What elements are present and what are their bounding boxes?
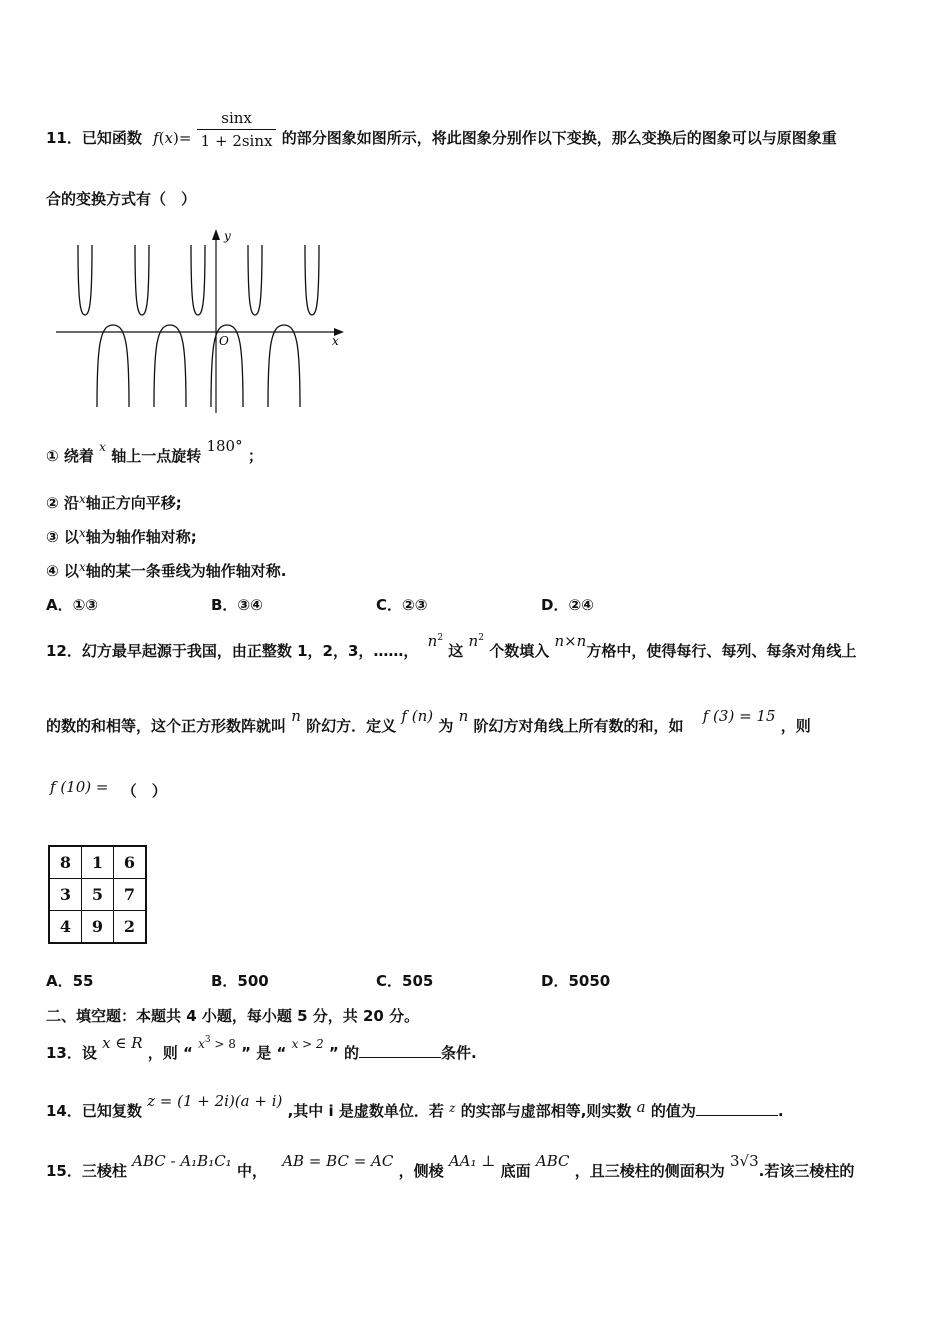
- q11-text-a: 的部分图象如图所示，将此图象分别作以下变换，那么变换后的图象可以与原图象重: [281, 129, 837, 147]
- q11-f-arg: x: [164, 129, 173, 147]
- q13-x3: x: [198, 1037, 205, 1051]
- q12-n1: n: [291, 707, 301, 725]
- q12-f3: f (3) = 15: [702, 707, 776, 725]
- q11-frac-num: sinx: [197, 109, 277, 130]
- magic-cell: 6: [114, 846, 147, 879]
- q11-opt1-deg: 180°: [206, 437, 243, 455]
- magic-cell: 5: [82, 879, 114, 911]
- q11-opt4-a: ④ 以: [46, 562, 79, 580]
- upper-branch-2: [135, 245, 149, 315]
- q12-choice-c[interactable]: C．505: [376, 972, 434, 990]
- q15-area: 3√3: [729, 1152, 759, 1170]
- q15-abc: ABC: [535, 1152, 570, 1170]
- q15-eq: AB = BC = AC: [282, 1152, 394, 1170]
- q11-frac-den: 1 + 2sinx: [200, 132, 273, 150]
- q11-opt4-x: x: [78, 560, 86, 574]
- q14-a: a: [636, 1098, 646, 1116]
- q13-t3: ” 的: [328, 1044, 359, 1062]
- q12-line2-a: 的数的和相等，这个正方形数阵就叫: [46, 717, 287, 735]
- q15-aa1: AA₁ ⊥: [448, 1152, 496, 1170]
- q12-text-num: 12．幻方最早起源于我国，由正整数 1，2，3，……，: [46, 642, 419, 660]
- q12-text-zhe: 这: [448, 642, 464, 660]
- q11-line1: 11．已知函数 f(x)= $\frac{\sin x}{1 + 2\sin x}$ 的部分图象如图所示，将此图象分别作以下变换，那么变换后的图象可以与原图象重: [46, 109, 837, 150]
- q12-line1: [46, 632, 857, 661]
- q11-f-symbol: f: [153, 129, 159, 147]
- q11-opt4-b: 轴的某一条垂线为轴作轴对称.: [85, 562, 287, 580]
- magic-cell: 4: [49, 911, 82, 944]
- q13-t2: ” 是 “: [241, 1044, 287, 1062]
- q13-x2: x > 2: [291, 1037, 324, 1051]
- y-axis-arrow: [212, 229, 220, 240]
- q12-fn: f (n): [401, 707, 434, 725]
- magic-square: [48, 845, 147, 944]
- q13-t4: 条件.: [440, 1044, 477, 1062]
- q11-choice-d[interactable]: D．②④: [541, 596, 594, 614]
- origin-label: O: [219, 334, 229, 348]
- q11-opt2-b: 轴正方向平移;: [85, 494, 182, 512]
- q12-line3: [50, 780, 167, 801]
- q13-cube: 3: [204, 1035, 211, 1045]
- magic-cell: 1: [82, 846, 114, 879]
- upper-branch-1: [78, 245, 92, 315]
- q12-n2a: n: [427, 632, 438, 650]
- magic-cell: 8: [49, 846, 82, 879]
- q13-num: 13．设: [46, 1044, 97, 1062]
- q12-n2b: n: [468, 632, 479, 650]
- q11-number: 11．已知函数: [46, 129, 142, 147]
- q12-line2-c: 为: [438, 717, 454, 735]
- magic-cell: 7: [114, 879, 147, 911]
- upper-branch-5: [305, 245, 319, 315]
- q11-option-4: [46, 560, 286, 581]
- q14-z-expr: z = (1 + 2i)(a + i): [147, 1092, 283, 1110]
- lower-branch-4: [268, 325, 300, 407]
- q11-option-2: [46, 492, 182, 513]
- q14-answer-blank[interactable]: [696, 1101, 778, 1116]
- q15-t3: 底面: [500, 1162, 531, 1180]
- q11-choice-a[interactable]: A．①③: [46, 596, 99, 614]
- magic-cell: 2: [114, 911, 147, 944]
- q14-line: [46, 1092, 784, 1121]
- q12-n2: n: [458, 707, 469, 725]
- q11-line2: [46, 188, 196, 209]
- q12-sq-b: 2: [478, 633, 484, 643]
- q11-opt1-x: x: [99, 440, 106, 454]
- q12-nxn: n×n: [554, 632, 587, 650]
- q11-equals: =: [178, 129, 192, 147]
- q11-opt2-x: x: [78, 492, 86, 506]
- q12-line2-b: 阶幻方．定义: [306, 717, 397, 735]
- q12-f10: f (10) =: [50, 778, 109, 796]
- q15-prism: ABC - A₁B₁C₁: [132, 1152, 232, 1170]
- q15-t1: 中，: [236, 1162, 267, 1180]
- q14-num: 14．已知复数: [46, 1102, 142, 1120]
- q12-choice-b[interactable]: B．500: [211, 972, 269, 990]
- lower-branch-1: [97, 325, 129, 407]
- q14-t1: ,其中 i 是虚数单位．若: [287, 1102, 444, 1120]
- q13-cond: x ∈ R: [102, 1034, 143, 1052]
- magic-cell: 9: [82, 911, 114, 944]
- q11-option-1: [46, 437, 263, 466]
- q11-option-3: [46, 526, 197, 547]
- q11-graph: [50, 225, 350, 415]
- q14-t4: .: [777, 1102, 784, 1120]
- q11-text-b: 合的变换方式有（ ）: [46, 190, 197, 208]
- q13-answer-blank[interactable]: [359, 1043, 441, 1058]
- q11-opt3-x: x: [78, 526, 86, 540]
- q12-line2: [46, 707, 811, 736]
- lower-branch-2: [154, 325, 186, 407]
- q11-opt1-c: ；: [247, 447, 263, 465]
- q13-t1: ，则 “: [147, 1044, 193, 1062]
- q15-num: 15．三棱柱: [46, 1162, 127, 1180]
- q11-opt1-a: ① 绕着: [46, 447, 94, 465]
- y-axis-label: y: [224, 229, 231, 243]
- q12-line2-d: 阶幻方对角线上所有数的和，如: [473, 717, 684, 735]
- magic-cell: 3: [49, 879, 82, 911]
- q11-opt3-a: ③ 以: [46, 528, 79, 546]
- q12-paren: （ ）: [121, 782, 167, 800]
- q12-text-fang: 方格中，使得每行、每列、每条对角线上: [586, 642, 857, 660]
- q14-t2: 的实部与虚部相等,则实数: [460, 1102, 632, 1120]
- q15-t2: ，侧棱: [398, 1162, 444, 1180]
- q15-t5: .若该三棱柱的: [758, 1162, 855, 1180]
- q11-choice-c[interactable]: C．②③: [376, 596, 428, 614]
- q12-choice-a[interactable]: A．55: [46, 972, 94, 990]
- q13-gt8: > 8: [210, 1037, 236, 1051]
- q12-line2-e: ，则: [780, 717, 811, 735]
- section-2-heading: 二、填空题：本题共 4 小题，每小题 5 分，共 20 分。: [46, 1007, 420, 1025]
- q15-line: [46, 1152, 855, 1181]
- q11-choice-b[interactable]: B．③④: [211, 596, 263, 614]
- q11-fraction: [197, 109, 277, 150]
- q12-text-ge: 个数填入: [489, 642, 550, 660]
- q12-sq-a: 2: [437, 633, 444, 643]
- upper-branch-3: [191, 245, 205, 315]
- q14-t3: 的值为: [650, 1102, 696, 1120]
- upper-branch-4: [248, 245, 262, 315]
- q11-opt2-a: ② 沿: [46, 494, 79, 512]
- x-axis-label: x: [332, 334, 339, 348]
- q12-choice-d[interactable]: D．5050: [541, 972, 611, 990]
- q14-z: z: [449, 1101, 456, 1115]
- q13-line: [46, 1034, 477, 1063]
- q11-opt1-b: 轴上一点旋转: [111, 447, 202, 465]
- q15-t4: ，且三棱柱的侧面积为: [574, 1162, 725, 1180]
- q11-opt3-b: 轴为轴作轴对称;: [85, 528, 197, 546]
